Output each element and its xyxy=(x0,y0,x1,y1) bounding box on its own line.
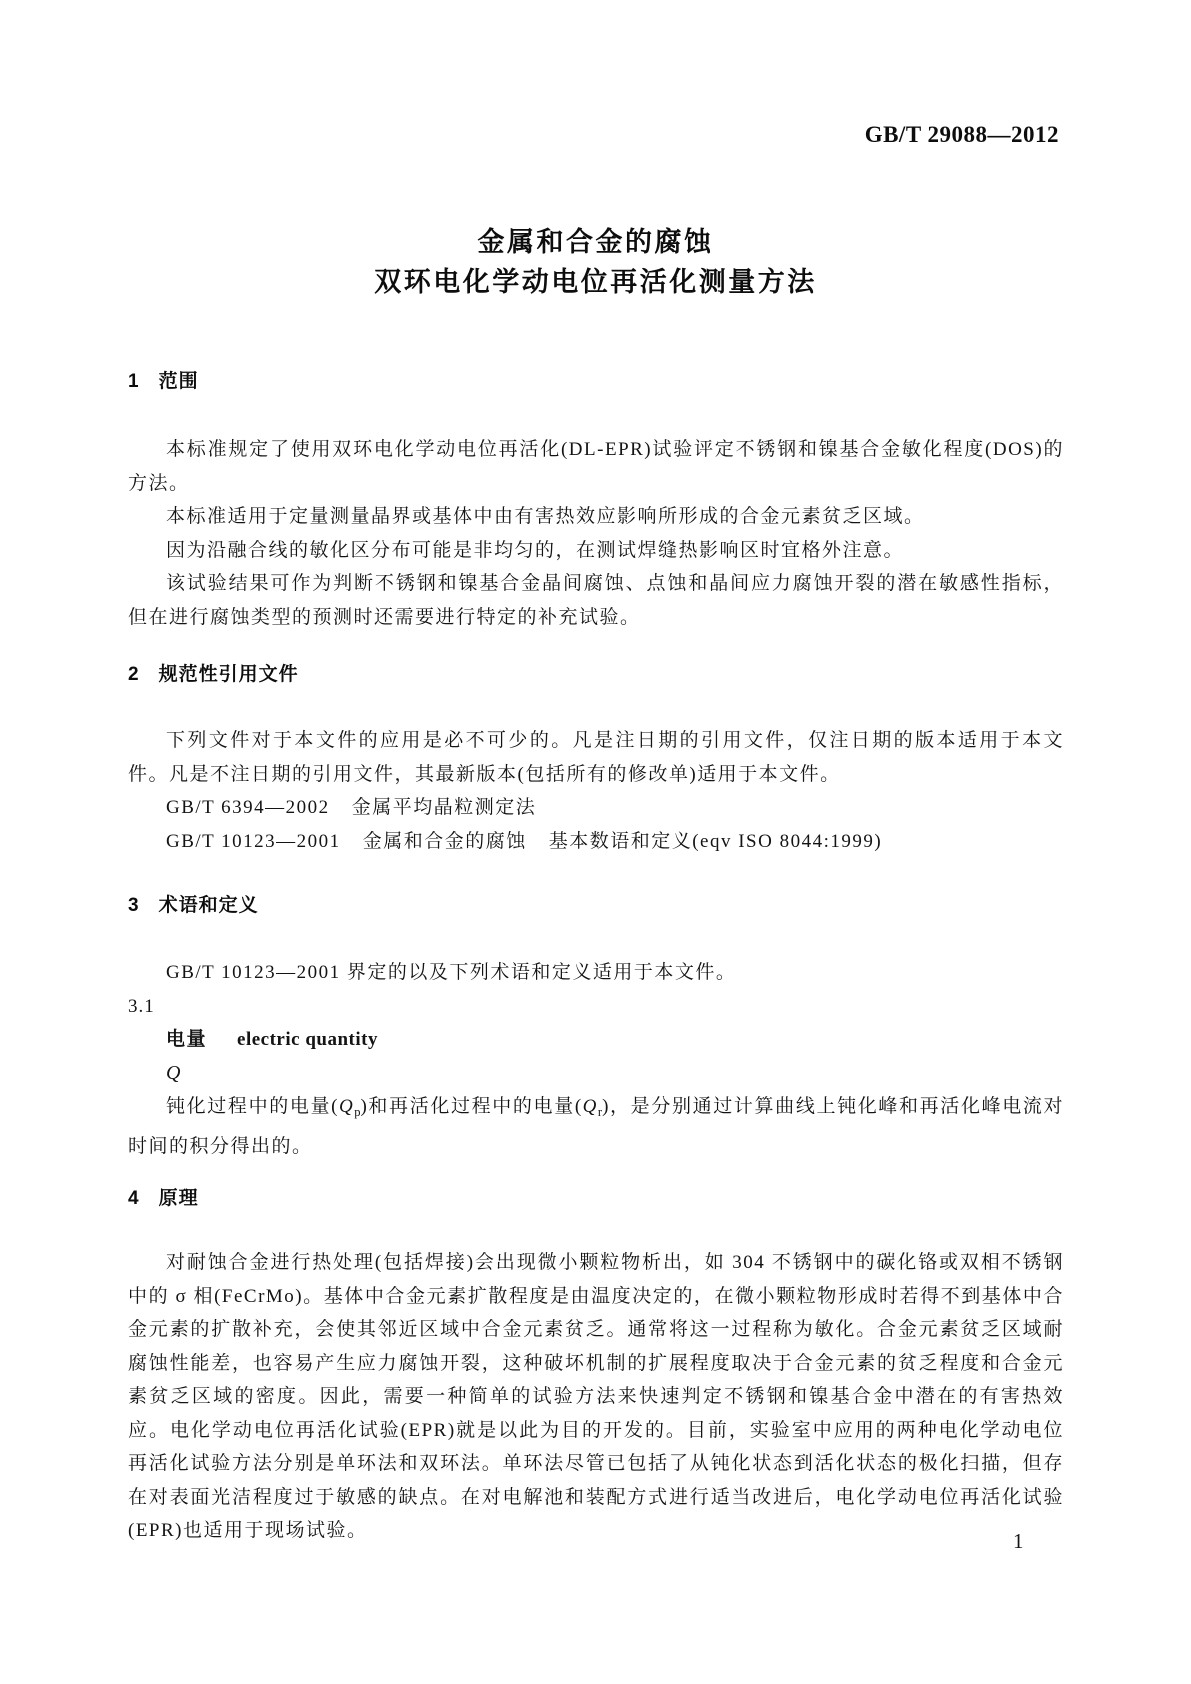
term-name-chinese: 电量 xyxy=(166,1029,208,1050)
section-1-paragraph-4: 该试验结果可作为判断不锈钢和镍基合金晶间腐蚀、点蚀和晶间应力腐蚀开裂的潜在敏感性指标，但在进行腐蚀类型的预测时还需要进行特定的补充试验。 xyxy=(128,573,1064,628)
reference-2-title-part1: 金属和合金的腐蚀 xyxy=(362,830,527,852)
reference-entry-2 xyxy=(128,825,1064,859)
reference-1-code: GB/T 6394—2002 xyxy=(166,797,330,818)
document-title-line2: 双环电化学动电位再活化测量方法 xyxy=(374,267,817,297)
section-3-heading xyxy=(128,894,1064,918)
term-definition-segment3: )，是分别通过计算曲线上钝化峰和再活化峰电流对时间的积分得出的。 xyxy=(128,1096,1065,1157)
qp-subscript: p xyxy=(354,1105,361,1119)
qp-symbol: Q xyxy=(338,1096,355,1117)
qr-subscript: r xyxy=(597,1105,603,1119)
term-name-english: electric quantity xyxy=(237,1029,378,1050)
section-3-body xyxy=(128,956,1064,1163)
section-1-paragraph-2: 本标准适用于定量测量晶界或基体中由有害热效应影响所形成的合金元素贫乏区域。 xyxy=(166,506,925,527)
term-symbol: Q xyxy=(166,1061,182,1084)
section-3-number: 3 xyxy=(128,895,139,916)
reference-2-title-part2: 基本数语和定义(eqv ISO 8044:1999) xyxy=(548,830,883,852)
reference-2-code: GB/T 10123—2001 xyxy=(166,830,341,852)
section-2-title: 规范性引用文件 xyxy=(158,664,299,685)
section-2-paragraph-1: 下列文件对于本文件的应用是必不可少的。凡是注日期的引用文件，仅注日期的版本适用于本文件。凡是不注日期的引用文件，其最新版本(包括所有的修改单)适用于本文件。 xyxy=(128,730,1064,785)
section-4-number: 4 xyxy=(128,1188,139,1209)
term-definition xyxy=(128,1090,1064,1163)
qr-symbol: Q xyxy=(582,1096,598,1117)
section-1-heading xyxy=(128,370,1064,394)
page-number: 1 xyxy=(1013,1529,1024,1553)
section-2-body xyxy=(128,724,1064,858)
section-1-body xyxy=(128,433,1064,634)
section-4-title: 原理 xyxy=(158,1188,199,1209)
section-4-body xyxy=(128,1246,1064,1548)
term-definition-segment1: 钝化过程中的电量( xyxy=(166,1096,339,1117)
document-title xyxy=(0,222,1191,302)
term-number: 3.1 xyxy=(128,995,155,1017)
document-title-line1: 金属和合金的腐蚀 xyxy=(477,227,714,257)
term-definition-segment2: )和再活化过程中的电量( xyxy=(360,1096,583,1117)
term-name-line xyxy=(128,1023,1064,1057)
section-3-title: 术语和定义 xyxy=(158,895,259,916)
section-2-number: 2 xyxy=(128,664,139,685)
section-2-heading xyxy=(128,663,1064,687)
section-3-intro: GB/T 10123—2001 界定的以及下列术语和定义适用于本文件。 xyxy=(166,962,737,983)
section-1-paragraph-3: 因为沿融合线的敏化区分布可能是非均匀的，在测试焊缝热影响区时宜格外注意。 xyxy=(166,539,905,561)
standard-number: GB/T 29088—2012 xyxy=(864,122,1059,147)
section-1-title: 范围 xyxy=(158,371,199,392)
section-4-paragraph-1: 对耐蚀合金进行热处理(包括焊接)会出现微小颗粒物析出，如 304 不锈钢中的碳化铬或双相不锈钢中的 σ 相(FeCrMo)。基体中合金元素扩散程度是由温度决定的，在微小颗粒物形成时若得不到基体中合金元素的扩散补充，会使其邻近区域中合金元素贫乏。通常将这一过程称为敏化。合金元素贫乏区域耐腐蚀性能差，也容易产生应力腐蚀开裂，这种破坏机制的扩展程度取决于合金元素的贫乏程度和合金元素贫乏区域的密度。因此，需要一种简单的试验方法来快速判定不锈钢和镍基合金中潜在的有害热效应。电化学动电位再活化试验(EPR)就是以此为目的开发的。目前，实验室中应用的两种电化学动电位再活化试验方法分别是单环法和双环法。单环法尽管已包括了从钝化状态到活化状态的极化扫描，但存在对表面光洁程度过于敏感的缺点。在对电解池和装配方式进行适当改进后，电化学动电位再活化试验(EPR)也适用于现场试验。 xyxy=(128,1252,1064,1541)
section-1-number: 1 xyxy=(128,371,139,392)
section-1-paragraph-1: 本标准规定了使用双环电化学动电位再活化(DL-EPR)试验评定不锈钢和镍基合金敏化程度(DOS)的方法。 xyxy=(128,439,1064,494)
reference-entry-1 xyxy=(128,791,1064,825)
section-4-heading xyxy=(128,1187,1064,1211)
reference-1-title: 金属平均晶粒测定法 xyxy=(351,797,537,818)
